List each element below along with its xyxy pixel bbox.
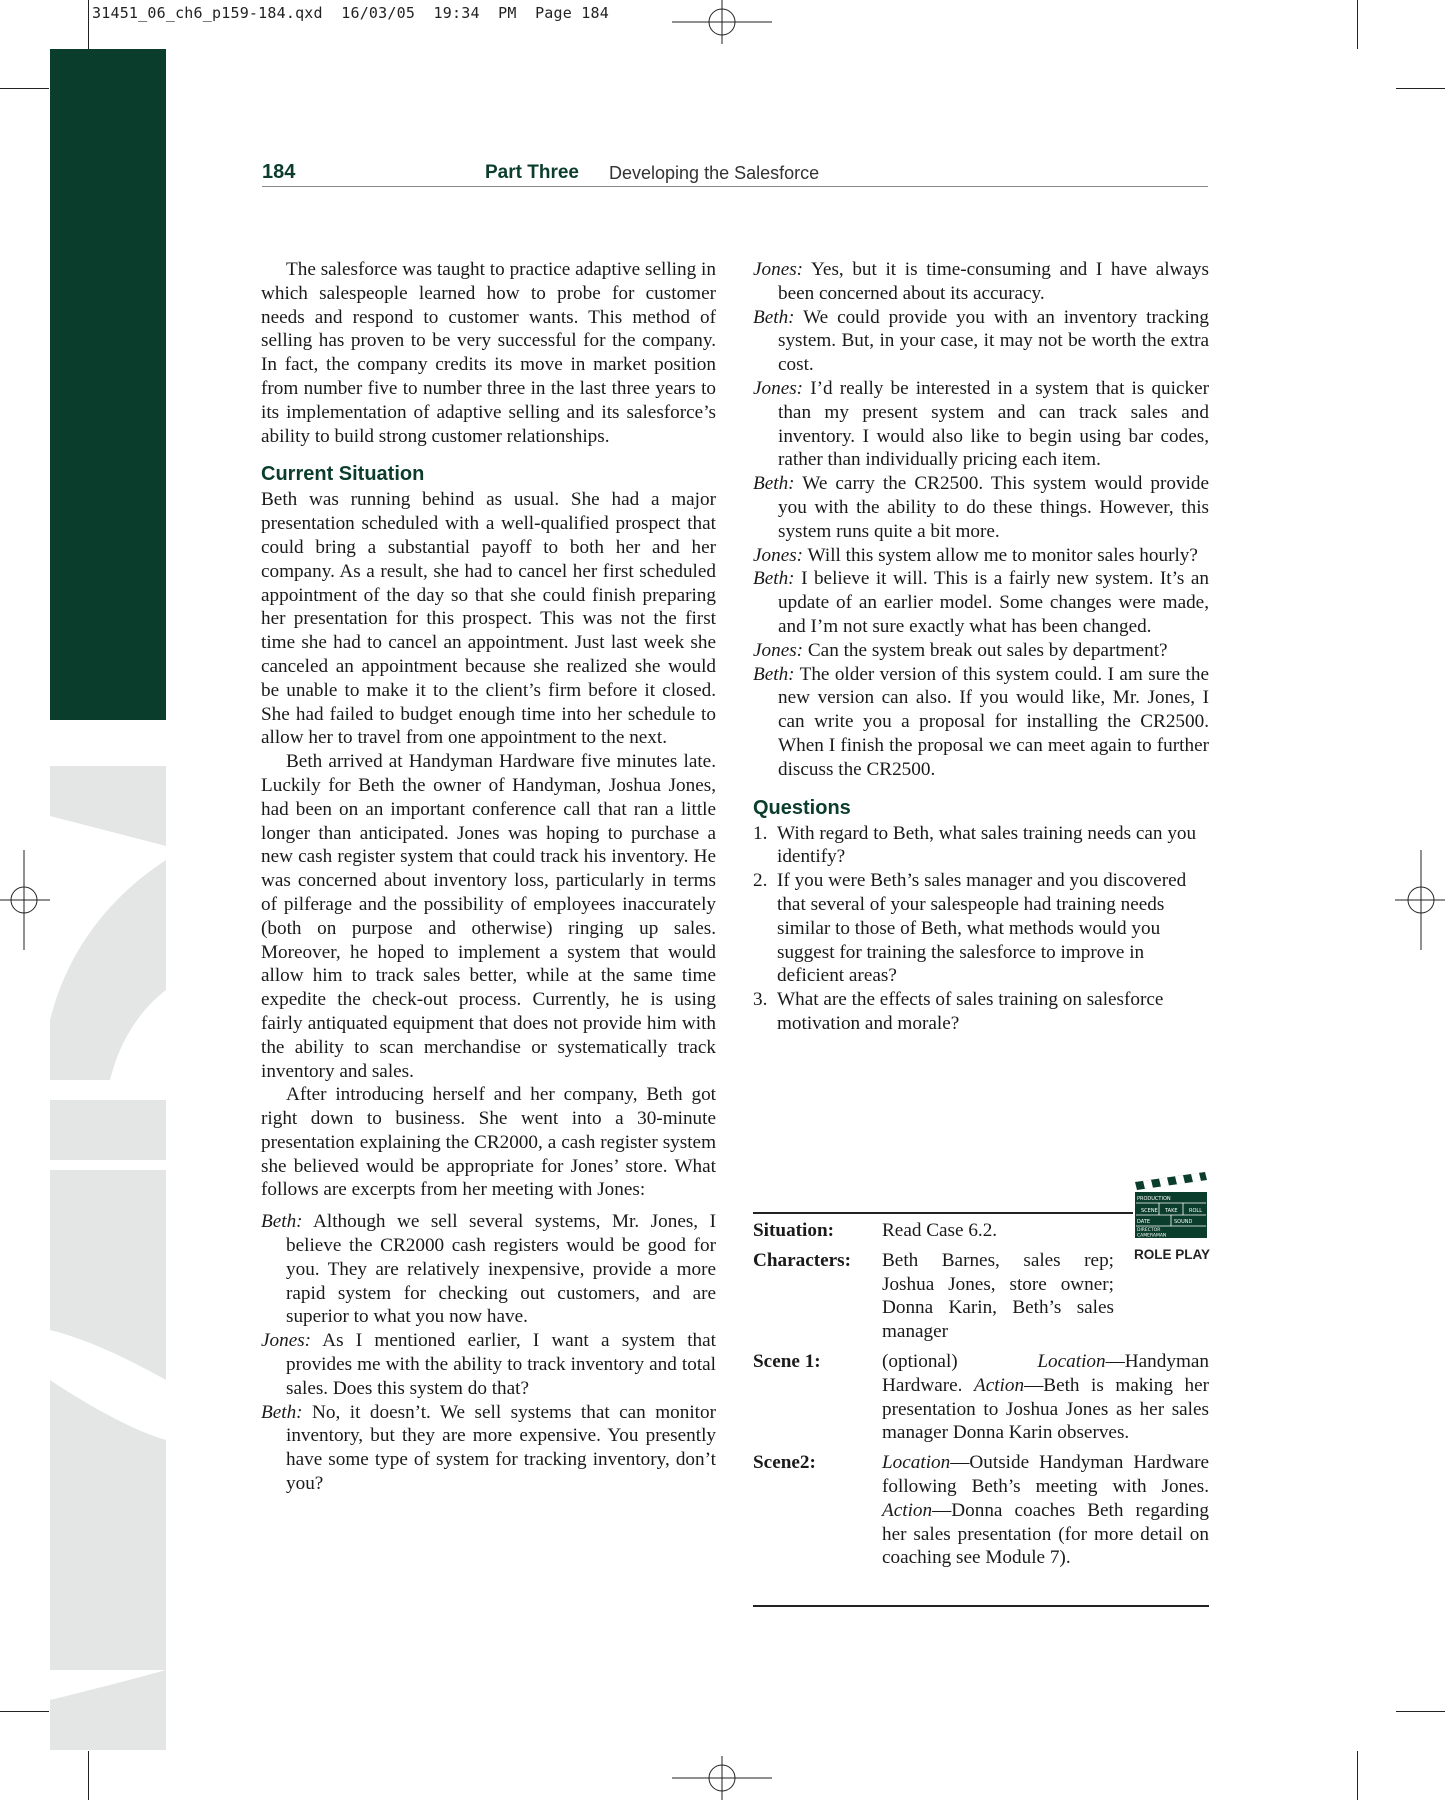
question-item [753, 988, 1209, 1036]
crop-mark-top-right-vertical [1357, 0, 1358, 49]
scene-2-location-word: Location [882, 1452, 951, 1474]
clapper-label-date: DATE [1137, 1219, 1151, 1225]
situation-paragraph-1: Beth was running behind as usual. She had a major presentation scheduled with a well-qualified prospect that could bring a substantial payoff to both her and her company. As a result, she had to cancel her first scheduled appointment of the day so that she could finish preparing her presentation for this prospect. This was not the first time she had to cancel an appointment. Just last week she canceled an appointment because she realized she would be unable to make it to the client’s firm before it closed. She had failed to budget enough time into her schedule to allow her to travel from one appointment to the next. [261, 489, 716, 749]
scene-2-label: Scene2: [753, 1452, 816, 1474]
question-number: 3. [753, 989, 768, 1011]
dialogue-text: No, it doesn’t. We sell systems that can monitor inventory, but they are more expensive. You presently have some type of system for tracking inventory, don’t you? [286, 1401, 716, 1495]
question-item [753, 822, 1209, 870]
dialogue-speaker: Beth: [261, 1211, 303, 1233]
page-number: 184 [262, 161, 296, 183]
role-play-row-scene-2 [753, 1451, 1209, 1570]
dialogue-speaker: Beth: [261, 1401, 303, 1423]
scene-2-action-word: Action [882, 1499, 933, 1521]
dialogue-speaker: Jones: [261, 1330, 312, 1352]
question-text: If you were Beth’s sales manager and you discovered that several of your salespeople had training needs similar to those of Beth, what methods would you suggest for training the salesforce to improve in deficient areas? [777, 870, 1187, 987]
dialogue-text: Can the system break out sales by department? [803, 639, 1168, 661]
questions-heading: Questions [753, 796, 851, 819]
scene-2-location: —Outside Handyman Hardware following Beth’s meeting with Jones. [882, 1452, 1209, 1497]
clapper-label-sound: SOUND [1174, 1219, 1193, 1225]
dialogue-text: We carry the CR2500. This system would provide you with the ability to do these things. However, this system runs quite a bit more. [778, 473, 1209, 542]
dialogue-text: Will this system allow me to monitor sales hourly? [803, 544, 1198, 566]
scene-1-action-word: Action [973, 1374, 1025, 1396]
dialogue-speaker: Beth: [753, 473, 795, 495]
dialogue-line [261, 1401, 716, 1496]
situation-paragraph-2: Beth arrived at Handyman Hardware five minutes late. Luckily for Beth the owner of Handyman, Joshua Jones, had been on an important conference call that ran a little longer than anticipated. Jones was hoping to purchase a new cash register system that could track his inventory. He was concerned about inventory loss, particularly in terms of pilferage and the possibility of employees inaccurately (both on purpose and otherwise) ringing up sales. Moreover, he hoped to implement a system that would allow him to track sales better, while at the same time expedite the check-out process. Currently, he is using fairly antiquated equipment that does not provide him with the ability to scan merchandise or systematically track inventory and sales. [261, 751, 716, 1082]
scene-1-location: —Handyman Hardware. [882, 1350, 1209, 1396]
current-situation-heading: Current Situation [261, 463, 425, 486]
question-number: 2. [753, 870, 768, 892]
dialogue-speaker: Jones: [753, 639, 804, 661]
role-play-row-situation [753, 1219, 1209, 1243]
dialogue-line [753, 663, 1209, 782]
dialogue-speaker: Jones: [753, 377, 804, 399]
characters-label: Characters: [753, 1249, 852, 1271]
crop-mark-bottom-left-vertical [88, 1751, 89, 1800]
clapper-label-roll: ROLL [1189, 1208, 1202, 1214]
dialogue-line [261, 1210, 716, 1329]
scene-2-text [882, 1451, 1209, 1570]
dialogue-line [753, 377, 1209, 472]
intro-paragraph: The salesforce was taught to practice adaptive selling in which salespeople learned how to probe for customer needs and respond to customer wants. This method of selling has proven to be very successful for the company. In fact, the company credits its move in market position from number five to number three in the last three years to its implementation of adaptive selling and its salesforce’s ability to build strong customer relationships. [261, 259, 716, 447]
dialogue-text: Although we sell several systems, Mr. Jones, I believe the CR2000 cash registers would be good for you. They are relatively inexpensive, provide a more rapid system for checking out customers, and are superior to what you now have. [286, 1211, 716, 1328]
scene-1-location-word: Location [1037, 1350, 1106, 1372]
scene-2-action: —Donna coaches Beth regarding her sales presentation (for more detail on coaching see Module 7). [882, 1499, 1209, 1569]
running-header-title: Developing the Salesforce [609, 163, 820, 183]
chapter-tab-bar [50, 49, 166, 720]
dialogue-line [753, 544, 1209, 568]
clapper-label-director: DIRECTOR [1137, 1228, 1161, 1233]
dialogue-line [753, 567, 1209, 638]
dialogue-speaker: Beth: [753, 663, 795, 685]
dialogue-line [261, 1329, 716, 1400]
dialogue-text: I believe it will. This is a fairly new system. It’s an update of an earlier model. Some changes were made, and I’m not sure exactly what has been changed. [778, 568, 1209, 637]
running-header-rule [262, 186, 1208, 187]
crop-mark-bottom-right-vertical [1357, 1751, 1358, 1800]
crop-mark-top-left-horizontal [0, 88, 49, 89]
dialogue-speaker: Jones: [753, 544, 804, 566]
question-text: With regard to Beth, what sales training needs can you identify? [777, 822, 1197, 868]
role-play-bottom-rule [753, 1605, 1209, 1607]
decorative-margin-graphic [50, 740, 166, 1750]
clapper-label-production: PRODUCTION [1137, 1196, 1171, 1202]
crop-mark-top-right-horizontal [1396, 88, 1445, 89]
scene-1-action: —Beth is making her presentation to Joshua Jones as her sales manager Donna Karin observes. [882, 1374, 1209, 1444]
dialogue-text: Yes, but it is time-consuming and I have always been concerned about its accuracy. [778, 259, 1209, 304]
registration-mark-top [672, 0, 772, 44]
crop-mark-bottom-right-horizontal [1396, 1711, 1445, 1712]
question-number: 1. [753, 822, 768, 844]
scene-1-text [882, 1350, 1209, 1445]
clapper-label-take: TAKE [1165, 1208, 1178, 1214]
characters-text: Beth Barnes, sales rep; Joshua Jones, store owner; Donna Karin, Beth’s sales manager [882, 1249, 1114, 1343]
role-play-row-characters [753, 1249, 1209, 1344]
role-play-table [753, 1219, 1209, 1576]
dialogue-line [753, 472, 1209, 543]
situation-label: Situation: [753, 1220, 835, 1241]
crop-mark-bottom-left-horizontal [0, 1711, 49, 1712]
clapper-label-cameraman: CAMERAMAN [1137, 1233, 1167, 1239]
clapper-label-scene: SCENE [1141, 1208, 1158, 1214]
running-header-part: Part Three [485, 162, 579, 183]
dialogue-line [753, 306, 1209, 377]
scene-1-label: Scene 1: [753, 1350, 821, 1372]
dialogue-speaker: Beth: [753, 306, 795, 328]
question-text: What are the effects of sales training on salesforce motivation and morale? [777, 989, 1164, 1034]
dialogue-text: As I mentioned earlier, I want a system that provides me with the ability to track inventory and total sales. Does this system do that? [286, 1330, 716, 1399]
question-item [753, 869, 1209, 988]
dialogue-line [753, 639, 1209, 663]
role-play-row-scene-1 [753, 1350, 1209, 1445]
dialogue-speaker: Beth: [753, 568, 795, 590]
dialogue-speaker: Jones: [753, 259, 804, 280]
dialogue-text: We could provide you with an inventory tracking system. But, in your case, it may not be worth the extra cost. [778, 306, 1209, 376]
crop-mark-top-left-vertical [88, 0, 89, 49]
registration-mark-bottom [672, 1756, 772, 1800]
registration-mark-right [1395, 850, 1445, 950]
situation-paragraph-3: After introducing herself and her company, Beth got right down to business. She went into a 30-minute presentation explaining the CR2000, a cash register system she believed would be appropriate for Jones’ store. What follows are excerpts from her meeting with Jones: [261, 1084, 716, 1201]
right-column [753, 258, 1209, 1036]
left-column [261, 258, 716, 1496]
scene-1-optional: (optional) [882, 1350, 1038, 1372]
registration-mark-left [0, 850, 50, 950]
dialogue-text: I’d really be interested in a system that is quicker than my present system and can track sales and inventory. I would also like to begin using bar codes, rather than individually pricing each item. [778, 377, 1209, 471]
situation-text: Read Case 6.2. [882, 1220, 998, 1241]
dialogue-text: The older version of this system could. I am sure the new version can also. If you would like, Mr. Jones, I can write you a proposal for installing the CR2500. When I finish the proposal we can meet again to further discuss the CR2500. [778, 663, 1209, 780]
dialogue-line [753, 258, 1209, 306]
role-play-top-rule [753, 1212, 1133, 1214]
printer-slug-line: 31451_06_ch6_p159-184.qxd 16/03/05 19:34 PM Page 184 [92, 4, 609, 22]
role-play-label: ROLE PLAY [1134, 1247, 1211, 1262]
